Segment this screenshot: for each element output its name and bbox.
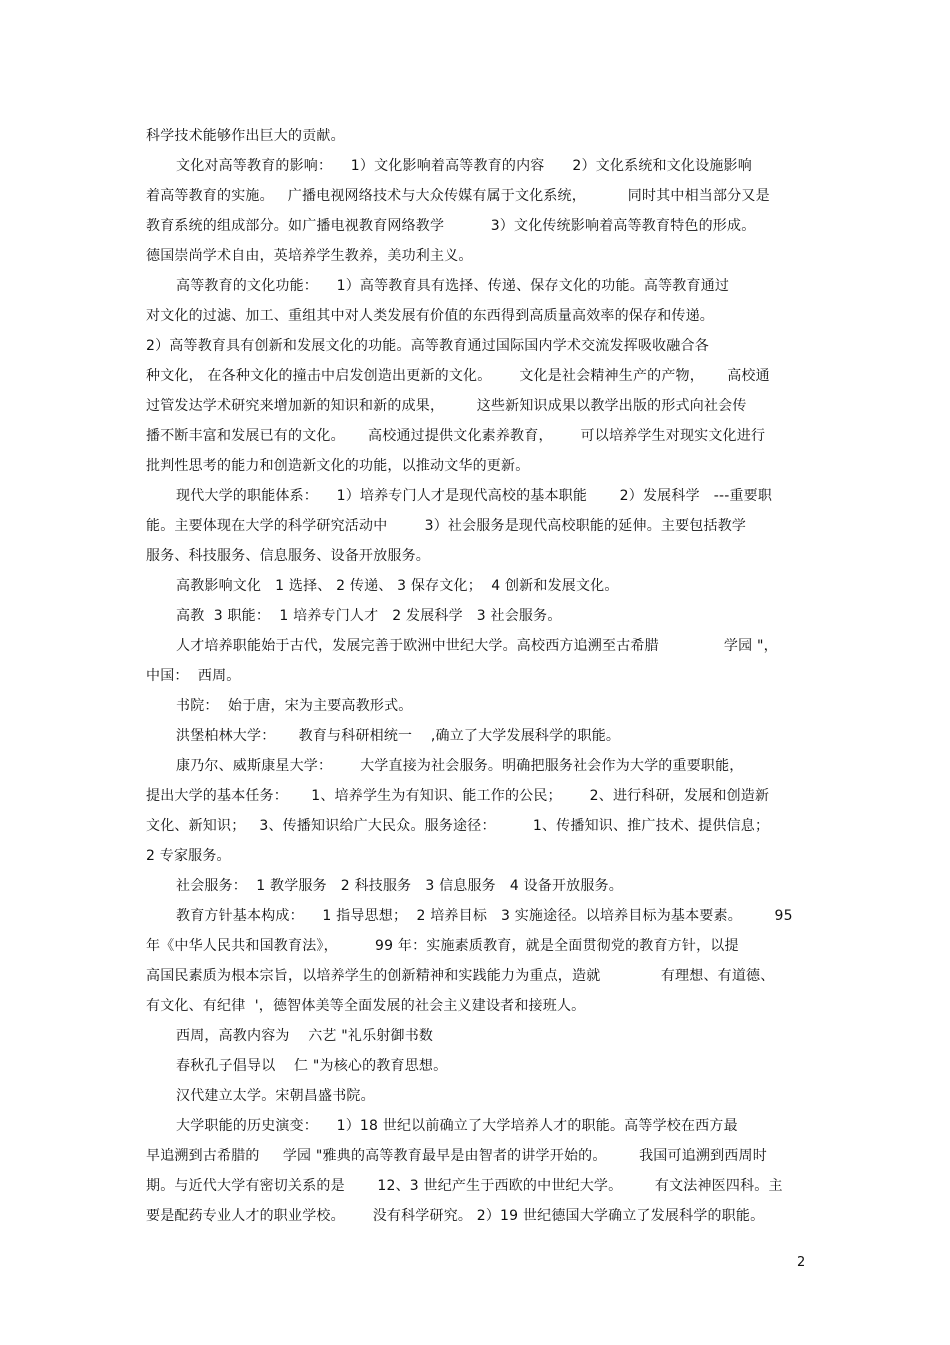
paragraph-first-line: 大学职能的历史演变： 1）18 世纪以前确立了大学培养人才的职能。高等学校在西方最 <box>176 1118 738 1134</box>
paragraph-first-line: 现代大学的职能体系： 1）培养专门人才是现代高校的基本职能 2）发展科学 ---重要职 <box>176 488 773 504</box>
paragraph-first-line: 高教影响文化 1 选择、 2 传递、 3 保存文化； 4 创新和发展文化。 <box>176 578 619 594</box>
paragraph-first-line: 人才培养职能始于古代，发展完善于欧洲中世纪大学。高校西方追溯至古希腊 学园 "， <box>176 638 778 654</box>
paragraph-first-line: 汉代建立太学。宋朝昌盛书院。 <box>176 1088 375 1104</box>
text-line: 中国： 西周。 <box>146 668 241 684</box>
text-line: 德国崇尚学术自由，英培养学生教养，美功利主义。 <box>146 248 473 264</box>
text-line: 2）高等教育具有创新和发展文化的功能。高等教育通过国际国内学术交流发挥吸收融合各 <box>146 338 709 354</box>
text-line: 提出大学的基本任务： 1、培养学生为有知识、能工作的公民； 2、进行科研，发展和创造新 <box>146 788 770 804</box>
text-line: 播不断丰富和发展已有的文化。 高校通过提供文化素养教育， 可以培养学生对现实文化进行 <box>146 428 766 444</box>
text-line: 对文化的过滤、加工、重组其中对人类发展有价值的东西得到高质量高效率的保存和传递。 <box>146 308 714 324</box>
text-line: 期。与近代大学有密切关系的是 12、3 世纪产生于西欧的中世纪大学。 有文法神医四科。主 <box>146 1178 783 1194</box>
paragraph-first-line: 高教 3 职能： 1 培养专门人才 2 发展科学 3 社会服务。 <box>176 608 562 624</box>
text-line: 服务、科技服务、信息服务、设备开放服务。 <box>146 548 430 564</box>
text-line: 教育系统的组成部分。如广播电视教育网络教学 3）文化传统影响着高等教育特色的形成。 <box>146 218 756 234</box>
paragraph-first-line: 文化对高等教育的影响： 1）文化影响着高等教育的内容 2）文化系统和文化设施影响 <box>176 158 752 174</box>
text-line: 能。主要体现在大学的科学研究活动中 3）社会服务是现代高校职能的延伸。主要包括教学 <box>146 518 747 534</box>
text-line: 早追溯到古希腊的 学园 "雅典的高等教育最早是由智者的讲学开始的。 我国可追溯到西周时 <box>146 1148 767 1164</box>
page-number: 2 <box>797 1255 806 1270</box>
paragraph-first-line: 教育方针基本构成： 1 指导思想； 2 培养目标 3 实施途径。以培养目标为基本要素。 95 <box>176 908 793 924</box>
text-line: 过管发达学术研究来增加新的知识和新的成果， 这些新知识成果以教学出版的形式向社会传 <box>146 398 747 414</box>
paragraph-first-line: 社会服务： 1 教学服务 2 科技服务 3 信息服务 4 设备开放服务。 <box>176 878 623 894</box>
text-line: 批判性思考的能力和创造新文化的功能，以推动文华的更新。 <box>146 458 530 474</box>
text-line: 文化、新知识； 3、传播知识给广大民众。服务途径： 1、传播知识、推广技术、提供信息； <box>146 818 770 834</box>
paragraph-first-line: 康乃尔、威斯康星大学： 大学直接为社会服务。明确把服务社会作为大学的重要职能， <box>176 758 744 774</box>
text-line: 科学技术能够作出巨大的贡献。 <box>146 128 345 144</box>
text-line: 高国民素质为根本宗旨，以培养学生的创新精神和实践能力为重点，造就 有理想、有道德、 <box>146 968 775 984</box>
text-line: 着高等教育的实施。 广播电视网络技术与大众传媒有属于文化系统， 同时其中相当部分又是 <box>146 188 770 204</box>
text-line: 要是配药专业人才的职业学校。 没有科学研究。 2）19 世纪德国大学确立了发展科学的职能。 <box>146 1208 765 1224</box>
text-line: 年《中华人民共和国教育法》， 99 年：实施素质教育，就是全面贯彻党的教育方针，以提 <box>146 938 739 954</box>
paragraph-first-line: 书院： 始于唐，宋为主要高教形式。 <box>176 698 413 714</box>
paragraph-first-line: 高等教育的文化功能： 1）高等教育具有选择、传递、保存文化的功能。高等教育通过 <box>176 278 730 294</box>
text-line: 种文化， 在各种文化的撞击中启发创造出更新的文化。 文化是社会精神生产的产物， 高校通 <box>146 368 770 384</box>
paragraph-first-line: 西周，高教内容为 六艺 "礼乐射御书数 <box>176 1028 434 1044</box>
text-line: 2 专家服务。 <box>146 848 231 864</box>
paragraph-first-line: 春秋孔子倡导以 仁 "为核心的教育思想。 <box>176 1058 448 1074</box>
paragraph-first-line: 洪堡柏林大学： 教育与科研相统一 ,确立了大学发展科学的职能。 <box>176 728 621 744</box>
text-line: 有文化、有纪律 '，德智体美等全面发展的社会主义建设者和接班人。 <box>146 998 586 1014</box>
